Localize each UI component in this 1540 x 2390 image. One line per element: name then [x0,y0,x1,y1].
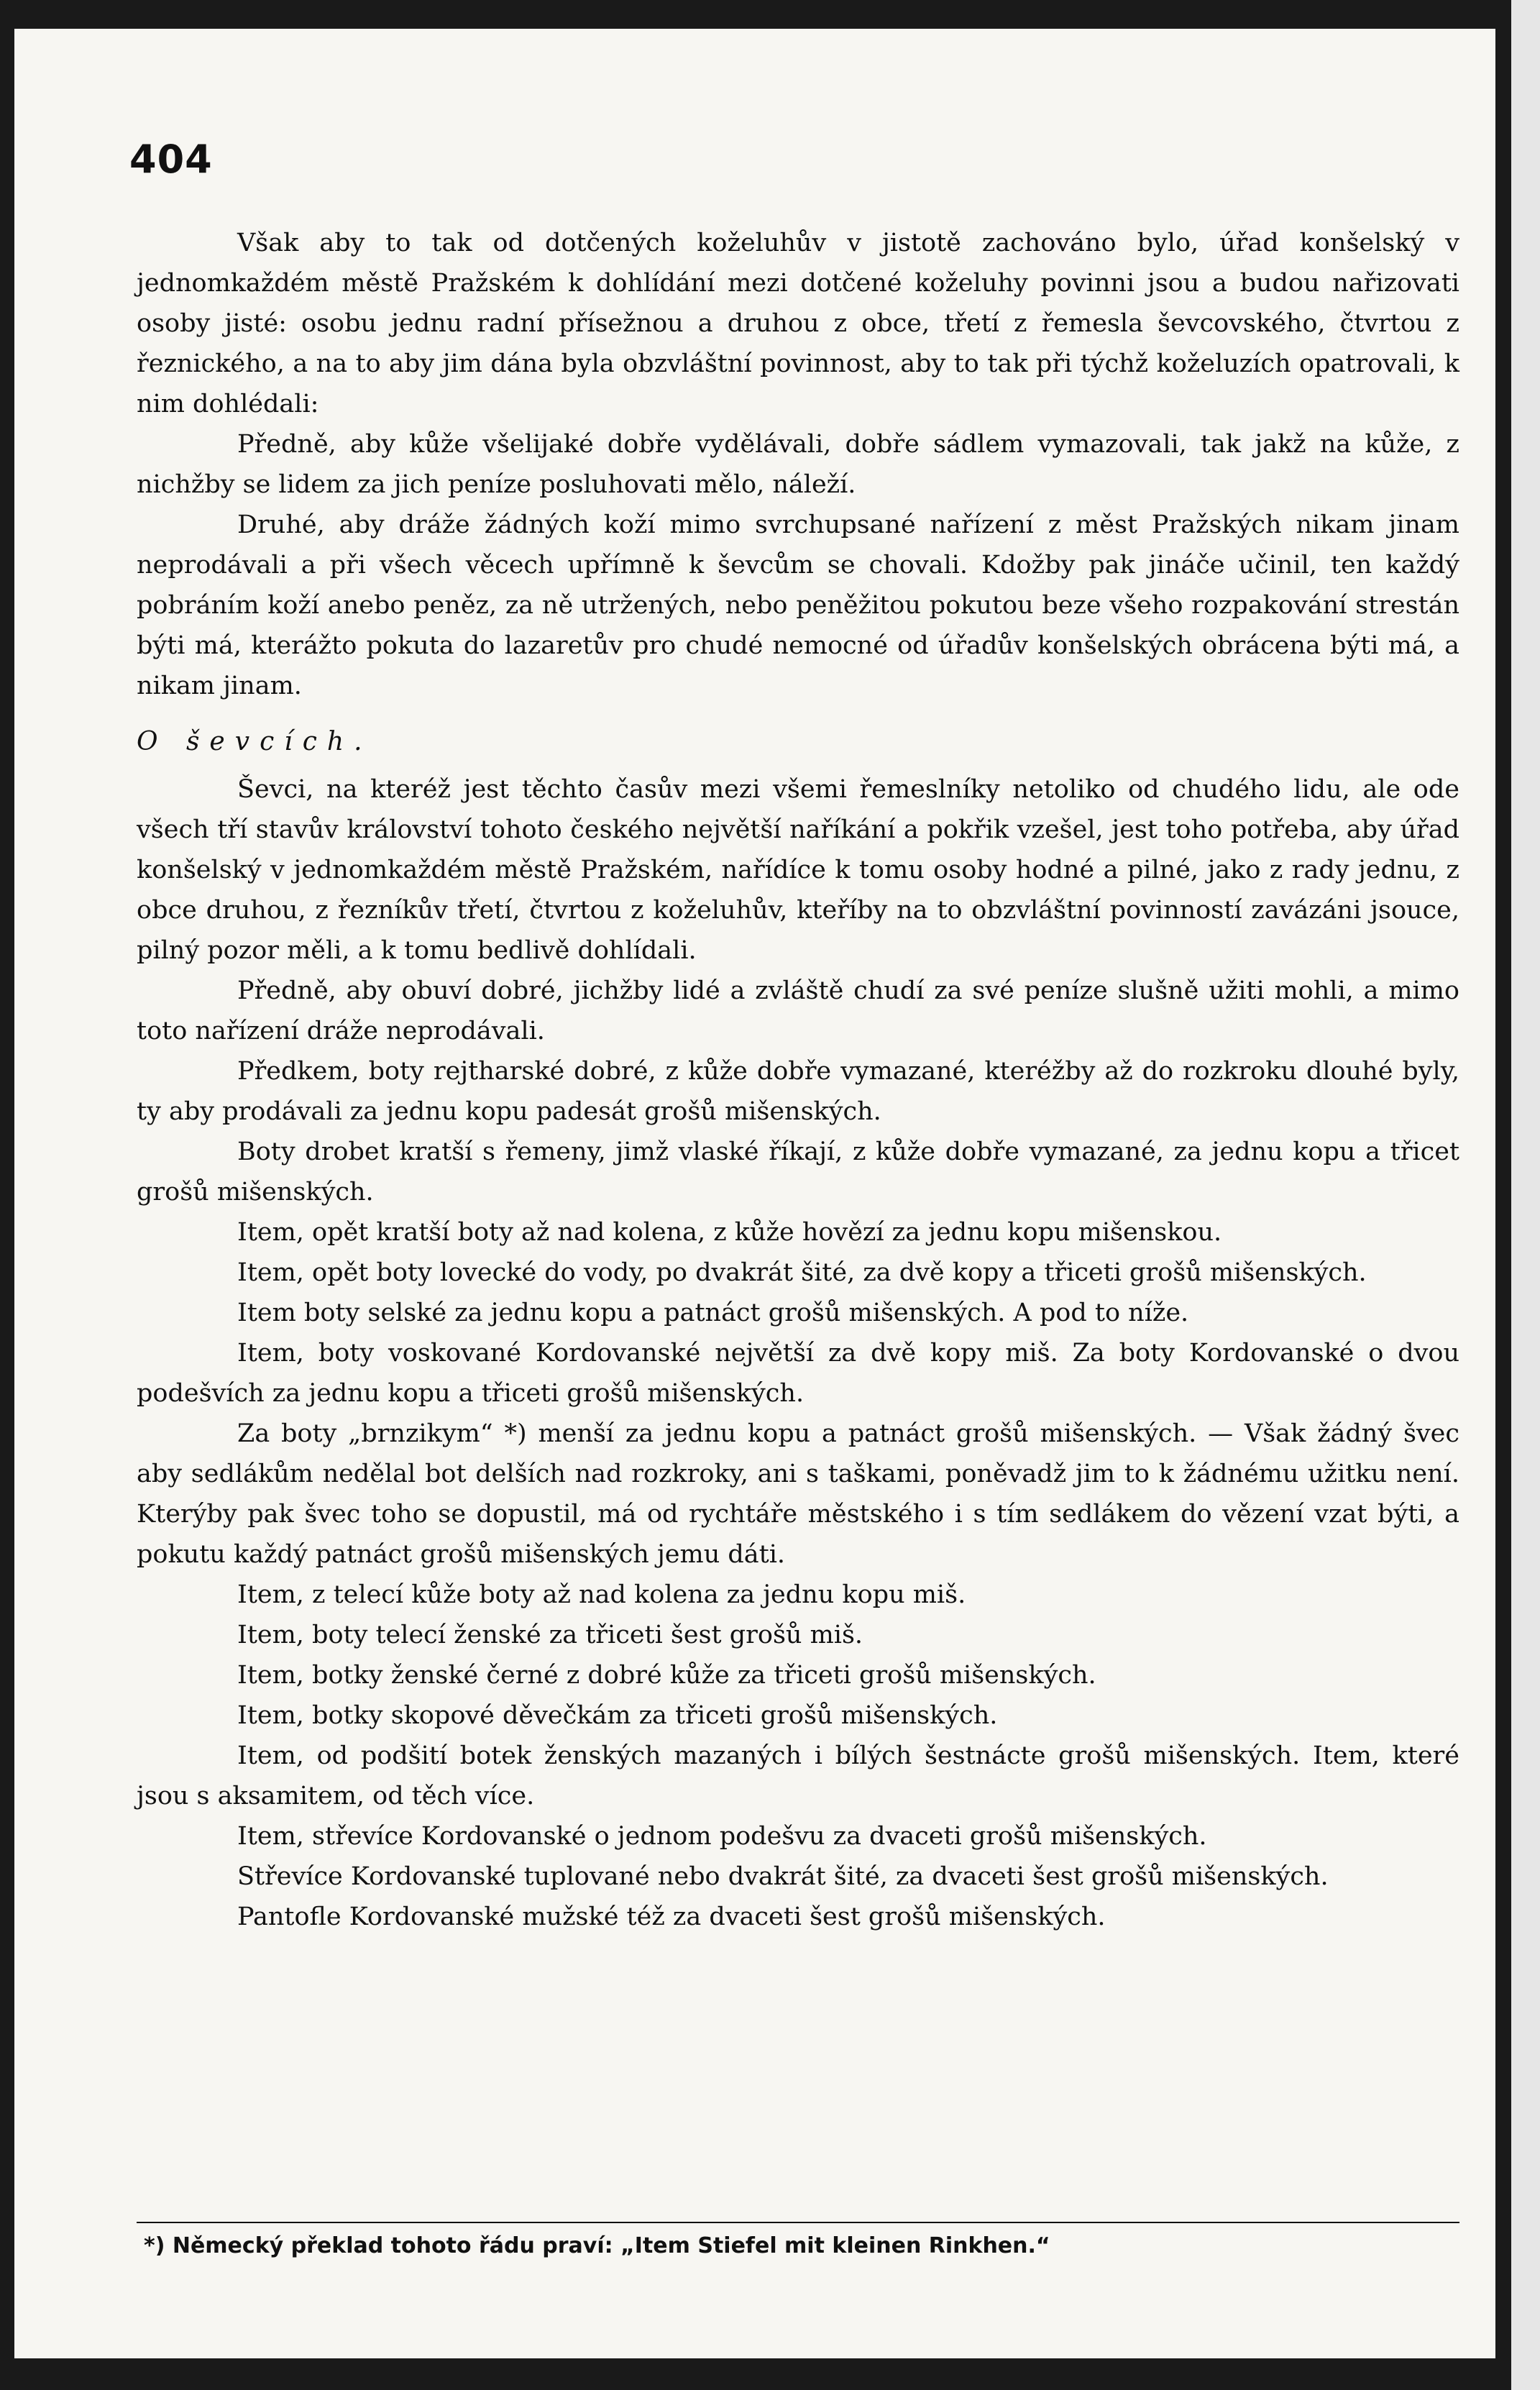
paragraph: Item, botky skopové děvečkám za třiceti grošů mišenských. [237,1701,998,1730]
paragraph: Předně, aby obuví dobré, jichžby lidé a zvláště chudí za své peníze slušně užiti mohli, a mimo toto nařízení dráže neprodávali. [137,976,1459,1045]
paragraph: Item, od podšití botek ženských mazaných i bílých šestnácte grošů mišenských. Item, které jsou s aksamitem, od těch více. [137,1741,1459,1810]
scan-edge [1511,0,1540,2390]
paragraph: Ševci, na kteréž jest těchto časův mezi všemi řemeslníky netoliko od chudého lidu, ale ode všech tří stavův království tohoto českého největší naříkání a pokřik vzešel, jest toho potřeba, aby úřad konšelský v jednomkaždém městě Pražském, nařídíce k tomu osoby hodné a pilné, jako z rady jednu, z obce druhou, z řezníkův třetí, čtvrtou z koželuhův, kteříby na to obzvláštní povinností zavázáni jsouce, pilný pozor měli, a k tomu bedlivě dohlídali. [137,775,1459,965]
footnote: *) Německý překlad tohoto řádu praví: „Item Stiefel mit kleinen Rinkhen.“ [144,2233,1050,2258]
page-number: 404 [129,137,213,182]
paragraph: Druhé, aby dráže žádných koží mimo svrchupsané nařízení z měst Pražských nikam jinam neprodávali a při všech věcech upřímně k ševcům se chovali. Kdožby pak jináče učinil, ten každý pobráním koží anebo peněz, za ně utržených, nebo peněžitou pokutou beze všeho rozpakování strestán býti má, kterážto pokuta do lazaretův pro chudé nemocné od úřadův konšelských obrácena býti má, a nikam jinam. [137,510,1459,700]
paragraph: Předkem, boty rejtharské dobré, z kůže dobře vymazané, kteréžby až do rozkroku dlouhé byly, ty aby prodávali za jednu kopu padesát grošů mišenských. [137,1057,1459,1126]
paragraph: Však aby to tak od dotčených koželuhův v jistotě zachováno bylo, úřad konšelský v jednomkaždém městě Pražském k dohlídání mezi dotčené koželuhy povinni jsou a budou nařizovati osoby jisté: osobu jednu radní přísežnou a druhou z obce, třetí z řemesla ševcovského, čtvrtou z řeznického, a na to aby jim dána byla obzvláštní povinnost, aby to tak při týchž koželuzích opatrovali, k nim dohlédali: [137,229,1459,418]
book-page [14,29,1495,2358]
paragraph: Item, z telecí kůže boty až nad kolena za jednu kopu miš. [237,1580,966,1609]
paragraph: Item boty selské za jednu kopu a patnáct grošů mišenských. A pod to níže. [237,1299,1189,1327]
paragraph: Item, opět kratší boty až nad kolena, z kůže hovězí za jednu kopu mišenskou. [237,1218,1222,1247]
paragraph: Item, opět boty lovecké do vody, po dvakrát šité, za dvě kopy a třiceti grošů mišenských. [237,1258,1367,1287]
paragraph: Pantofle Kordovanské mužské též za dvaceti šest grošů mišenských. [237,1903,1106,1931]
paragraph: Item, boty voskované Kordovanské největší za dvě kopy miš. Za boty Kordovanské o dvou podešvích za jednu kopu a třiceti grošů mišenských. [137,1339,1459,1408]
paragraph: Střevíce Kordovanské tuplované nebo dvakrát šité, za dvaceti šest grošů mišenských. [237,1862,1329,1891]
paragraph: Item, boty telecí ženské za třiceti šest grošů miš. [237,1621,863,1649]
section-title: O ševcích. [137,727,372,756]
paragraph: Item, střevíce Kordovanské o jednom podešvu za dvaceti grošů mišenských. [237,1822,1207,1851]
paragraph: Za boty „brnzikym“ *) menší za jednu kopu a patnáct grošů mišenských. — Však žádný švec aby sedlákům nedělal bot delších nad rozkroky, ani s taškami, poněvadž jim to k žádnému užitku není. Kterýby pak švec toho se dopustil, má od rychtáře městského i s tím sedlákem do vězení vzat býti, a pokutu každý patnáct grošů mišenských jemu dáti. [137,1419,1459,1569]
paragraph: Předně, aby kůže všelijaké dobře vydělávali, dobře sádlem vymazovali, tak jakž na kůže, z nichžby se lidem za jich peníze posluhovati mělo, náleží. [137,430,1459,499]
page-body [137,223,1459,1937]
paragraph: Boty drobet kratší s řemeny, jimž vlaské říkají, z kůže dobře vymazané, za jednu kopu a třicet grošů mišenských. [137,1137,1459,1207]
paragraph: Item, botky ženské černé z dobré kůže za třiceti grošů mišenských. [237,1661,1096,1690]
footnote-divider [137,2222,1459,2223]
